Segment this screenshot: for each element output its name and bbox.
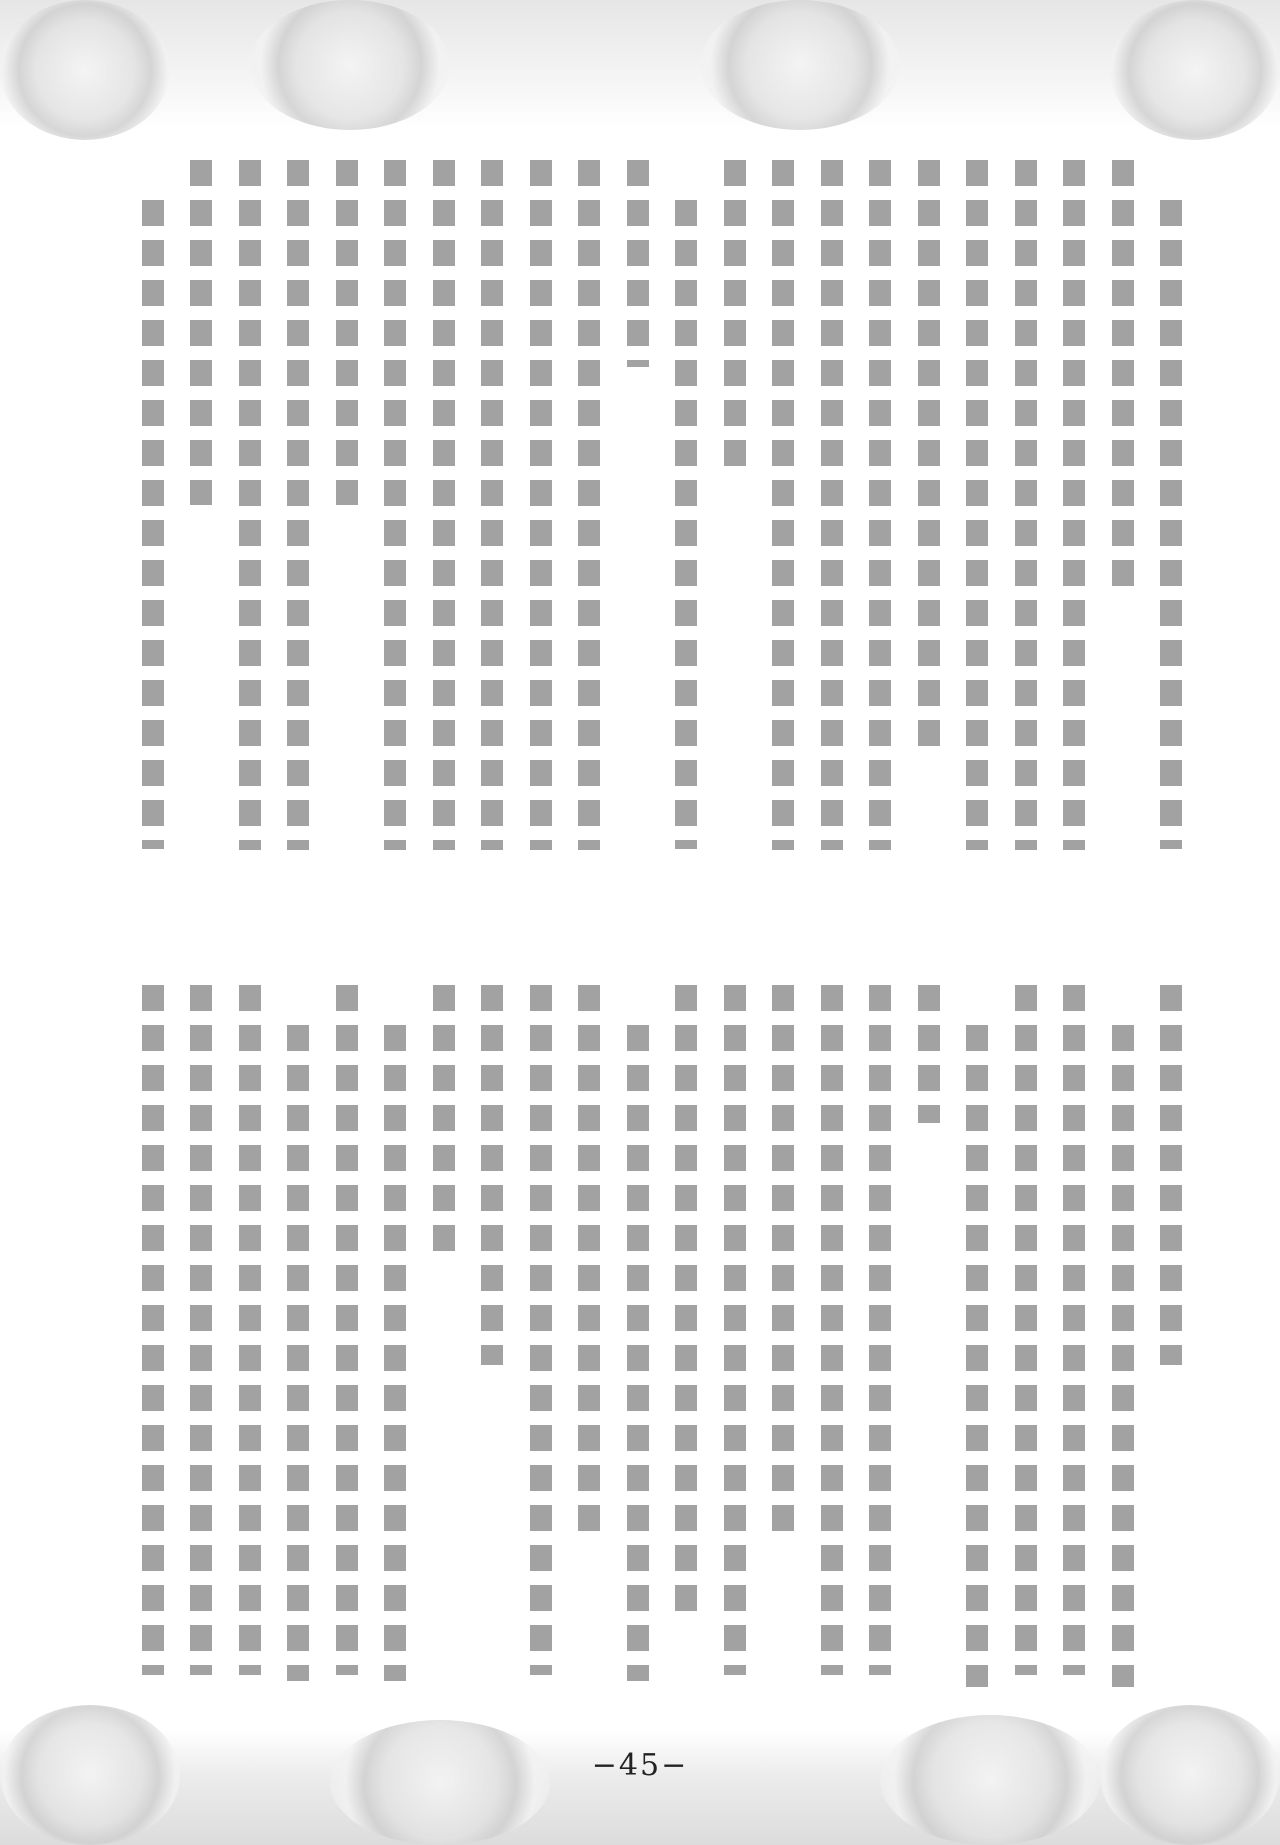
text-column-placeholder: [1015, 985, 1037, 1675]
text-column-placeholder: [821, 160, 843, 850]
text-column-placeholder: [481, 160, 503, 850]
text-column-placeholder: [918, 985, 940, 1123]
text-column-placeholder: [1015, 160, 1037, 850]
text-column-placeholder: [869, 985, 891, 1675]
text-column-placeholder: [287, 160, 309, 850]
text-column-placeholder: [1063, 985, 1085, 1675]
text-column-placeholder: [1160, 200, 1182, 849]
lace-doily-decoration: [1110, 0, 1280, 140]
text-column-placeholder: [239, 160, 261, 850]
text-column-placeholder: [433, 985, 455, 1261]
text-column-placeholder: [724, 985, 746, 1675]
text-column-placeholder: [724, 160, 746, 471]
text-column-placeholder: [1063, 160, 1085, 850]
text-column-placeholder: [966, 160, 988, 850]
text-column-placeholder: [530, 160, 552, 850]
text-column-placeholder: [966, 1025, 988, 1687]
text-column-placeholder: [530, 985, 552, 1675]
text-column-placeholder: [190, 985, 212, 1675]
text-column-placeholder: [772, 160, 794, 850]
decorative-lace-top: [0, 0, 1280, 130]
text-column-placeholder: [869, 160, 891, 850]
text-column-placeholder: [578, 160, 600, 850]
text-column-placeholder: [627, 160, 649, 367]
text-column-placeholder: [578, 985, 600, 1537]
text-column-placeholder: [481, 985, 503, 1365]
text-column-placeholder: [239, 985, 261, 1675]
text-column-placeholder: [190, 160, 212, 505]
text-column-placeholder: [336, 160, 358, 505]
lace-doily-decoration: [0, 0, 170, 140]
text-column-placeholder: [384, 160, 406, 850]
text-column-placeholder: [772, 985, 794, 1537]
text-column-placeholder: [1160, 985, 1182, 1365]
lace-doily-decoration: [700, 0, 900, 130]
text-column-placeholder: [287, 1025, 309, 1681]
text-column-placeholder: [142, 985, 164, 1675]
text-column-placeholder: [1112, 160, 1134, 588]
lace-doily-decoration: [250, 0, 450, 130]
text-column-placeholder: [821, 985, 843, 1675]
text-column-placeholder: [433, 160, 455, 850]
text-column-placeholder: [627, 1025, 649, 1681]
text-column-placeholder: [918, 160, 940, 747]
text-column-placeholder: [1112, 1025, 1134, 1687]
text-column-placeholder: [336, 985, 358, 1675]
text-column-placeholder: [142, 200, 164, 849]
page-number: −45−: [591, 1748, 689, 1783]
text-column-placeholder: [675, 985, 697, 1620]
text-column-placeholder: [384, 1025, 406, 1681]
text-column-placeholder: [675, 200, 697, 849]
